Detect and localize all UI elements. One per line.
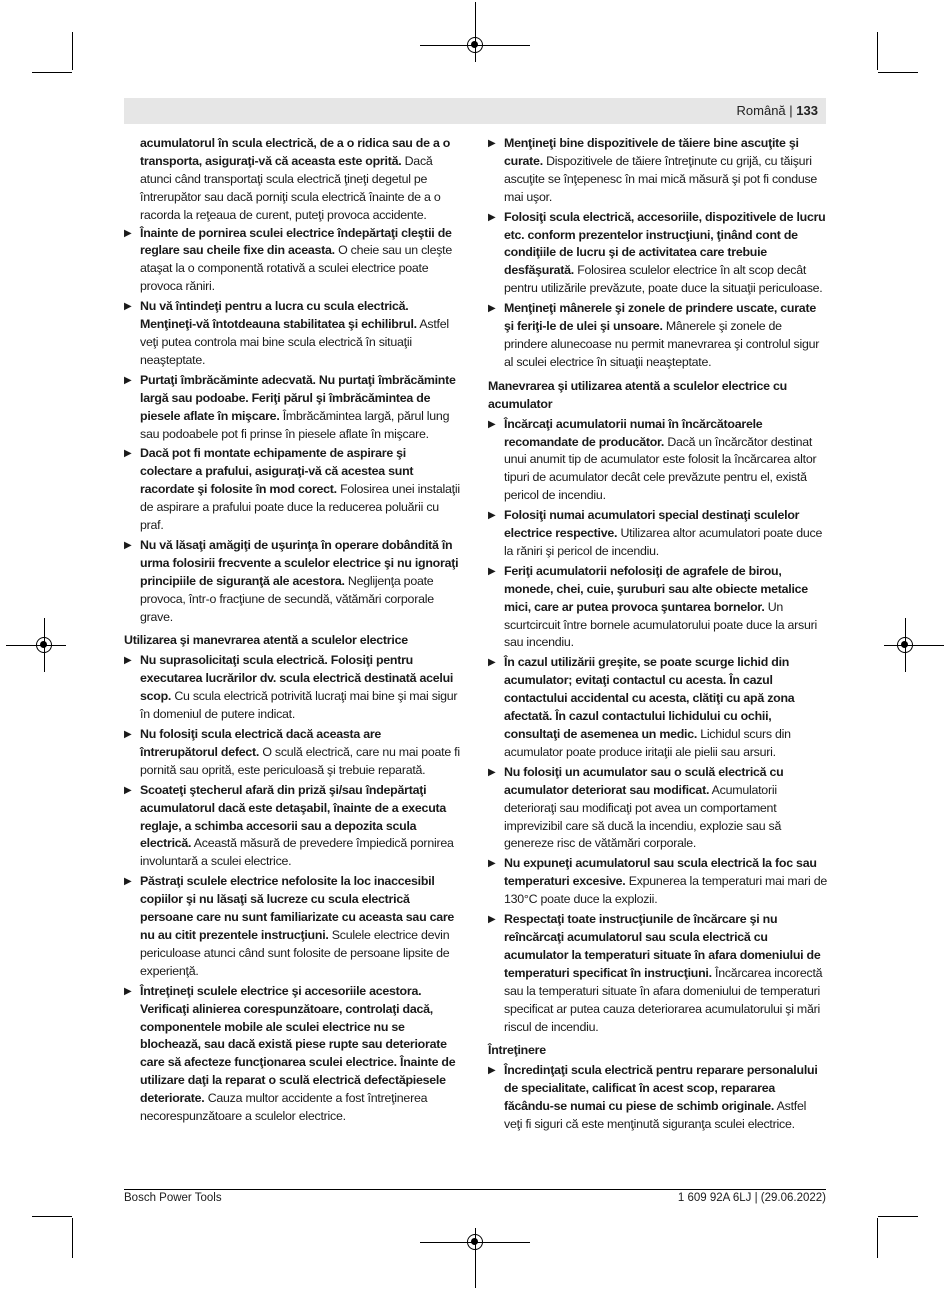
crop-mark [72,1218,73,1258]
instruction-bold: Păstraţi sculele electrice nefolosite la loc inaccesibil copiilor şi nu lăsaţi să lucreze cu scula electrică persoane care nu sunt familiarizate cu aceasta sau care nu au citit prezentele instrucţiuni. [140,874,455,942]
instruction-text: Lichidul scurs din acumulator poate produce iritaţii ale pielii sau arsuri. [504,727,791,759]
bullet-arrow-icon: ▶ [124,374,132,386]
instruction-text: O sculă electrică, care nu mai poate fi pornită sau oprită, este periculoasă şi trebuie reparată. [140,744,460,777]
bullet-arrow-icon: ▶ [488,1065,496,1077]
bullet-arrow-icon: ▶ [488,914,496,926]
instruction-text: Folosirea sculelor electrice în alt scop decât pentru utilizările prevăzute, poate duce la situaţii periculoase. [504,263,823,296]
header-text [737,103,818,118]
section-title: Întreţinere [488,1043,546,1058]
registration-mark-icon [467,37,483,53]
instruction-bold: Nu suprasolicitaţi scula electrică. Folosiţi pentru executarea lucrărilor dv. scula electrică destinată acelui scop. [140,653,454,704]
bullet-arrow-icon: ▶ [488,766,496,778]
instruction-text: Dacă un încărcător destinat unui anumit tip de acumulator este folosit la încărcarea altor tipuri de acumulator decât cele prevăzute pentru el, există pericol de incendiu. [504,434,817,503]
header-separator: | [789,103,793,118]
bullet-arrow-icon: ▶ [124,876,132,888]
instruction-bold: Încredinţaţi scula electrică pentru reparare personalului de specialitate, calificat în acest scop, repararea făcându-se numai cu piese de schimb originale. [504,1063,818,1114]
bullet-item [488,911,827,1036]
bullet-item [488,764,827,854]
instruction-text: Folosirea unei instalaţii de aspirare a prafului poate duce la reducerea poluării cu praf. [140,482,460,533]
bullet-item [488,135,827,207]
bullet-item [488,855,827,909]
instruction-bold: Nu vă lăsaţi amăgiţi de uşurinţa în operare dobândită în urma folosirii frecvente a sculelor electrice şi nu ignoraţi principiile de siguranţă ale acestora. [140,537,459,588]
crop-mark [878,72,918,73]
instruction-text: Îmbrăcămintea largă, părul lung sau podoabele pot fi prinse în piesele aflate în mişcare. [140,408,450,441]
page-number: 133 [796,103,818,118]
left-column [124,135,461,1128]
crop-mark [32,1216,72,1217]
bullet-arrow-icon: ▶ [488,657,496,669]
left-items [124,225,461,627]
bullet-arrow-icon: ▶ [124,227,132,239]
instruction-text: Astfel veţi fi siguri că este menţinută siguranţa sculei electrice. [504,1099,807,1132]
instruction-text: Încărcarea incorectă sau la temperaturi situate în afara domeniului de temperaturi specificat ar putea cauza deteriorarea acumulatorului şi mări riscul de incendiu. [504,965,823,1034]
left-section-items [124,652,461,1126]
crop-mark [32,72,72,73]
registration-line [884,645,944,646]
bullet-item [124,782,461,872]
bullet-item [124,225,461,297]
instruction-bold: Nu vă întindeţi pentru a lucra cu scula electrică. Menţineţi-vă întotdeauna stabilitatea şi echilibrul. [140,299,417,332]
bullet-item [488,563,827,653]
bullet-arrow-icon: ▶ [488,211,496,223]
instruction-text: Expunerea la temperaturi mai mari de 130°C poate duce la explozii. [504,874,827,907]
bullet-item [488,209,827,299]
instruction-bold: Încărcaţi acumulatorii numai în încărcătoarele recomandate de producător. [504,416,763,449]
bullet-item [488,300,827,372]
bullet-arrow-icon: ▶ [124,301,132,313]
instruction-text: O cheie sau un cleşte ataşat la o componentă rotativă a sculei electrice poate provoca răniri. [140,243,452,294]
bullet-item [124,652,461,724]
bullet-arrow-icon: ▶ [488,138,496,149]
page-header [124,98,826,124]
bullet-item [124,298,461,370]
instruction-text: Sculele electrice devin periculoase atunci când sunt folosite de persoane lipsite de experienţă. [140,927,450,978]
crop-mark [72,32,73,70]
crop-mark [877,32,878,70]
right-section2-items [488,1062,827,1134]
instruction-bold: Înainte de pornirea sculei electrice îndepărtaţi cleştii de reglare sau cheile fixe din aceasta. [140,225,452,258]
section-title: Utilizarea şi manevrarea atentă a sculelor electrice [124,633,408,648]
right-column [488,135,827,1136]
bullet-item [124,873,461,980]
bullet-arrow-icon: ▶ [488,303,496,315]
instruction-text: Un scurtcircuit între bornele acumulatorului poate duce la arsuri sau incendiu. [504,599,818,650]
bullet-arrow-icon: ▶ [124,539,132,551]
bullet-item [124,372,461,444]
instruction-bold: Menţineţi bine dispozitivele de tăiere bine ascuţite şi curate. [504,136,799,168]
bullet-arrow-icon: ▶ [124,655,132,667]
registration-mark-icon [36,637,52,653]
footer-rule [124,1189,826,1190]
instruction-bold: Nu folosiţi un acumulator sau o sculă electrică cu acumulator deteriorat sau modificat. [504,764,784,797]
instruction-bold: acumulatorul în scula electrică, de a o ridica sau de a o transporta, asiguraţi-vă că aceasta este oprită. [140,136,451,168]
instruction-bold: Întreţineţi sculele electrice şi accesoriile acestora. Verificaţi alinierea corespunzătoare, controlaţi dacă, componentele mobile ale sculei electrice nu se blochează, sau dacă există piese rupte sau deteriorate care să afecteze funcţionarea sculei electrice. Înainte de utilizare daţi la reparat o sculă electrică defectăpiesele deteriorate. [140,983,456,1106]
bullet-item [488,416,827,506]
registration-mark-icon [467,1234,483,1250]
instruction-text: Dacă atunci când transportaţi scula electrică ţineţi degetul pe întrerupător sau dacă porniţi scula electrică înainte de a o racorda la reţeaua de curent, puteţi provoca accidente. [140,153,441,222]
bullet-arrow-icon: ▶ [488,510,496,522]
bullet-arrow-icon: ▶ [124,448,132,460]
bullet-item [124,726,461,780]
instruction-text: Neglijenţa poate provoca, într-o fracţiune de secundă, vătămări corporale grave. [140,573,434,624]
instruction-bold: Purtaţi îmbrăcăminte adecvată. Nu purtaţi îmbrăcăminte largă sau podoabe. Feriţi părul şi îmbrăcămintea de piesele aflate în mişcare. [140,372,456,423]
continuation-paragraph [124,135,461,225]
section-title: Manevrarea şi utilizarea atentă a sculelor electrice cu acumulator [488,378,787,411]
registration-mark-icon [897,637,913,653]
registration-line [475,2,476,62]
bullet-arrow-icon: ▶ [488,565,496,577]
instruction-text: Acumulatorii deterioraţi sau modificaţi pot avea un comportament imprevizibil care să ducă la incendiu, explozie sau să genereze risc de vătămări corporale. [504,782,782,851]
instruction-bold: Nu expuneţi acumulatorul sau scula electrică la foc sau temperaturi excesive. [504,856,817,889]
footer-doc-number: 1 609 92A 6LJ | (29.06.2022) [677,1192,826,1204]
instruction-text: Utilizarea altor acumulatori poate duce la răniri şi pericol de incendiu. [504,526,823,558]
instruction-text: Cu scula electrică potrivită lucraţi mai bine şi mai sigur în domeniul de putere indicat. [140,689,458,722]
bullet-arrow-icon: ▶ [124,985,132,997]
right-section-items [488,416,827,1037]
bullet-item [488,654,827,761]
instruction-bold: Feriţi acumulatorii nefolosiţi de agrafele de birou, monede, chei, cuie, şuruburi sau alte obiecte metalice mici, care ar putea provoca şuntarea bornelor. [504,563,808,614]
instruction-text: Această măsură de prevedere împiedică pornirea involuntară a sculei electrice. [140,836,454,869]
instruction-bold: Menţineţi mânerele şi zonele de prindere uscate, curate şi feriţi-le de ulei şi unsoare. [504,301,816,334]
instruction-text: Astfel veţi putea controla mai bine scula electrică în situaţii neaşteptate. [140,317,449,367]
instruction-bold: În cazul utilizării greşite, se poate scurge lichid din acumulator; evitaţi contactul cu acesta. În cazul contactului accidental cu acesta, clătiţi cu apă zona afectată. În cazul contactului lichidului cu ochii, consultaţi de asemenea un medic. [504,655,795,741]
right-items [488,135,827,372]
footer-brand: Bosch Power Tools [124,1192,222,1204]
bullet-item [124,537,461,627]
instruction-bold: Folosiţi numai acumulatori special destinaţi sculelor electrice respective. [504,508,800,541]
bullet-arrow-icon: ▶ [488,418,496,430]
instruction-bold: Scoateţi ştecherul afară din priză şi/sau îndepărtaţi acumulatorul dacă este detaşabil, înainte de a executa reglaje, a schimba accesorii sau a depozita scula electrică. [140,782,447,851]
header-language: Română [736,103,786,118]
bullet-item [124,445,461,535]
bullet-item [488,1062,827,1134]
instruction-bold: Folosiţi scula electrică, accesoriile, dispozitivele de lucru etc. conform prezentelor instrucţiuni, ţinând cont de condiţiile de lucru şi de activitatea care trebuie desfăşurată. [504,209,826,278]
bullet-arrow-icon: ▶ [124,729,132,740]
instruction-bold: Dacă pot fi montate echipamente de aspirare şi colectare a prafului, asiguraţi-vă că acestea sunt racordate şi folosite în mod corect. [140,446,414,497]
bullet-arrow-icon: ▶ [488,858,496,870]
instruction-bold: Respectaţi toate instrucţiunile de încărcare şi nu reîncărcaţi acumulatorul sau scula electrică cu acumulator la temperaturi situate în afara domeniului de temperaturi specificat în instrucţiuni. [504,912,821,980]
instruction-bold: Nu folosiţi scula electrică dacă aceasta are întrerupătorul defect. [140,727,382,759]
bullet-arrow-icon: ▶ [124,784,132,796]
bullet-item [124,983,461,1126]
instruction-text: Cauza multor accidente a fost întreţinerea necorespunzătoare a sculelor electrice. [140,1091,428,1124]
bullet-item [488,507,827,561]
crop-mark [877,1218,878,1258]
instruction-text: Mânerele şi zonele de prindere alunecoase nu permit manevrarea şi controlul sigur al sculei electrice în situaţii neaşteptate. [504,319,820,369]
crop-mark [878,1216,918,1217]
instruction-text: Dispozitivele de tăiere întreţinute cu grijă, cu tăişuri ascuţite se înţepenesc în mai mică măsură şi pot fi conduse mai uşor. [504,153,818,204]
